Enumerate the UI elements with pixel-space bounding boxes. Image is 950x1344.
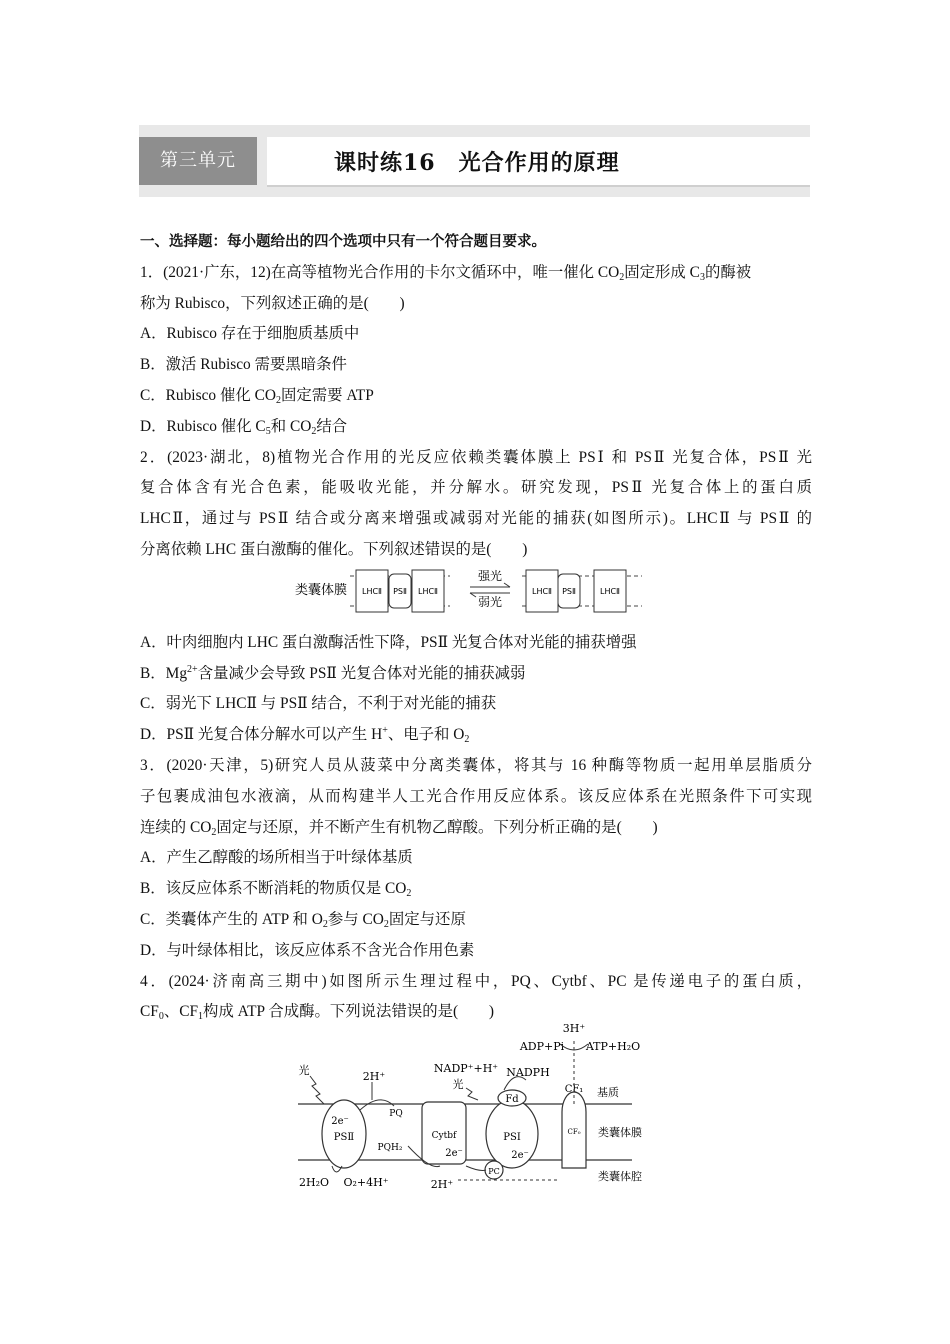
- q1-option-c: C．Rubisco 催化 $CO_2$固定需要 ATP: [140, 386, 374, 406]
- fig1-lhc-1: LHCⅡ: [362, 587, 382, 596]
- q1-option-d: D．Rubisco 催化 $C_5$和 $CO_2$结合: [140, 417, 348, 437]
- fig2-cf0-label: CF₀: [567, 1128, 581, 1136]
- page-title: 课时练16 光合作用的原理: [334, 150, 620, 176]
- fig2-3h-label: 3H⁺: [562, 1022, 586, 1035]
- q2-option-c: C．弱光下 LHCⅡ 与 PSⅡ 结合，不利于对光能的捕获: [140, 695, 497, 713]
- fig2-atp-label: ATP+H₂O: [585, 1040, 641, 1053]
- lhc-psii-figure: [290, 562, 650, 618]
- q2-option-b: B．$Mg^{2+}$含量减少会导致 PSⅡ 光复合体对光能的捕获减弱: [140, 663, 526, 682]
- fig1-lhc-4: LHCⅡ: [600, 587, 620, 596]
- unit-label: 第三单元: [139, 137, 257, 185]
- q2-line2: 复合体含有光合色素，能吸收光能，并分解水。研究发现，PSⅡ 光复合体上的蛋白质: [140, 479, 812, 497]
- q3-option-a: A．产生乙醇酸的场所相当于叶绿体基质: [140, 849, 413, 867]
- fig2-nadph-label: NADPH: [506, 1066, 550, 1079]
- q3-line2: 子包裹成油包水液滴，从而构建半人工光合作用反应体系。该反应体系在光照条件下可实现: [140, 787, 812, 805]
- fig1-membrane-label: 类囊体膜: [295, 583, 348, 598]
- q1-option-a: A．Rubisco 存在于细胞质基质中: [140, 325, 360, 343]
- fig1-weak-label: 弱光: [477, 595, 503, 609]
- fig2-e-3: 2e⁻: [511, 1150, 529, 1161]
- q4-line1: 4．(2024·济南高三期中)如图所示生理过程中，PQ、Cytbf、PC 是传递电子的蛋白质，: [140, 972, 812, 990]
- fig2-fd-label: Fd: [505, 1094, 519, 1105]
- fig2-e-1: 2e⁻: [331, 1116, 349, 1127]
- q3-option-b: B．该反应体系不断消耗的物质仅是 $CO_2$: [140, 880, 412, 900]
- q2-option-a: A．叶肉细胞内 LHC 蛋白激酶活性下降，PSⅡ 光复合体对光能的捕获增强: [140, 633, 637, 651]
- q2-line1: 2．(2023·湖北，8)植物光合作用的光反应依赖类囊体膜上 PSⅠ 和 PSⅡ 光复合体，PSⅡ 光: [140, 448, 812, 466]
- fig2-light-2: 光: [452, 1078, 464, 1091]
- fig2-pc-label: PC: [488, 1167, 500, 1176]
- fig2-pq-label: PQ: [389, 1109, 403, 1119]
- q1-option-b: B．激活 Rubisco 需要黑暗条件: [140, 356, 347, 374]
- fig2-adp-label: ADP+Pi: [519, 1040, 565, 1053]
- fig2-membrane-label: 类囊体膜: [598, 1126, 642, 1139]
- fig2-o2-label: O₂+4H⁺: [343, 1176, 389, 1189]
- fig1-lhc-2: LHCⅡ: [418, 587, 438, 596]
- fig2-psi-label: PSⅠ: [503, 1132, 521, 1143]
- fig2-pqh2-label: PQH₂: [377, 1143, 403, 1153]
- q1-line1: 1．(2021·广东，12)在高等植物光合作用的卡尔文循环中，唯一催化 $CO_2$固定形成 $C_3$的酶被: [140, 263, 752, 283]
- q3-option-d: D．与叶绿体相比，该反应体系不含光合作用色素: [140, 941, 475, 959]
- q3-line3: 连续的 $CO_2$固定与还原，并不断产生有机物乙醇酸。下列分析正确的是( ): [140, 818, 658, 838]
- fig2-nadp-label: NADP⁺+H⁺: [433, 1062, 499, 1075]
- q2-line3: LHCⅡ，通过与 PSⅡ 结合或分离来增强或减弱对光能的捕获(如图所示)。LHCⅡ 与 PSⅡ 的: [140, 510, 812, 528]
- fig2-stroma-label: 基质: [597, 1086, 619, 1099]
- fig2-light-1: 光: [298, 1064, 310, 1077]
- fig2-2h-top: 2H⁺: [362, 1070, 386, 1083]
- q3-line1: 3．(2020·天津，5)研究人员从菠菜中分离类囊体，将其与 16 种酶等物质一起用单层脂质分: [140, 756, 812, 774]
- fig2-e-2: 2e⁻: [445, 1148, 463, 1159]
- fig2-2h-bottom: 2H⁺: [430, 1178, 454, 1191]
- fig2-psii-label: PSⅡ: [333, 1132, 355, 1143]
- fig2-cf1-label: CF₁: [564, 1084, 584, 1095]
- fig1-ps-1: PSⅡ: [393, 587, 407, 596]
- electron-transport-figure: [290, 1020, 660, 1200]
- fig1-ps-2: PSⅡ: [562, 587, 576, 596]
- fig1-lhc-3: LHCⅡ: [532, 587, 552, 596]
- fig2-water-label: 2H₂O: [298, 1176, 330, 1189]
- q2-option-d: D．PSⅡ 光复合体分解水可以产生 H+、电子和 $O_2$: [140, 725, 470, 746]
- q2-line4: 分离依赖 LHC 蛋白激酶的催化。下列叙述错误的是( ): [140, 540, 528, 558]
- q1-line2: 称为 Rubisco，下列叙述正确的是( ): [140, 294, 405, 312]
- fig1-strong-label: 强光: [477, 569, 503, 583]
- q4-line2: $CF_0$、$CF_1$构成 ATP 合成酶。下列说法错误的是( ): [140, 1003, 495, 1023]
- content: [140, 227, 812, 1028]
- section-title: 一、选择题：每小题给出的四个选项中只有一个符合题目要求。: [140, 234, 546, 250]
- fig2-lumen-label: 类囊体腔: [598, 1170, 642, 1183]
- fig2-cytbf-label: Cytbf: [431, 1131, 457, 1141]
- q3-option-c: C．类囊体产生的 ATP 和 $O_2$参与 $CO_2$固定与还原: [140, 910, 466, 930]
